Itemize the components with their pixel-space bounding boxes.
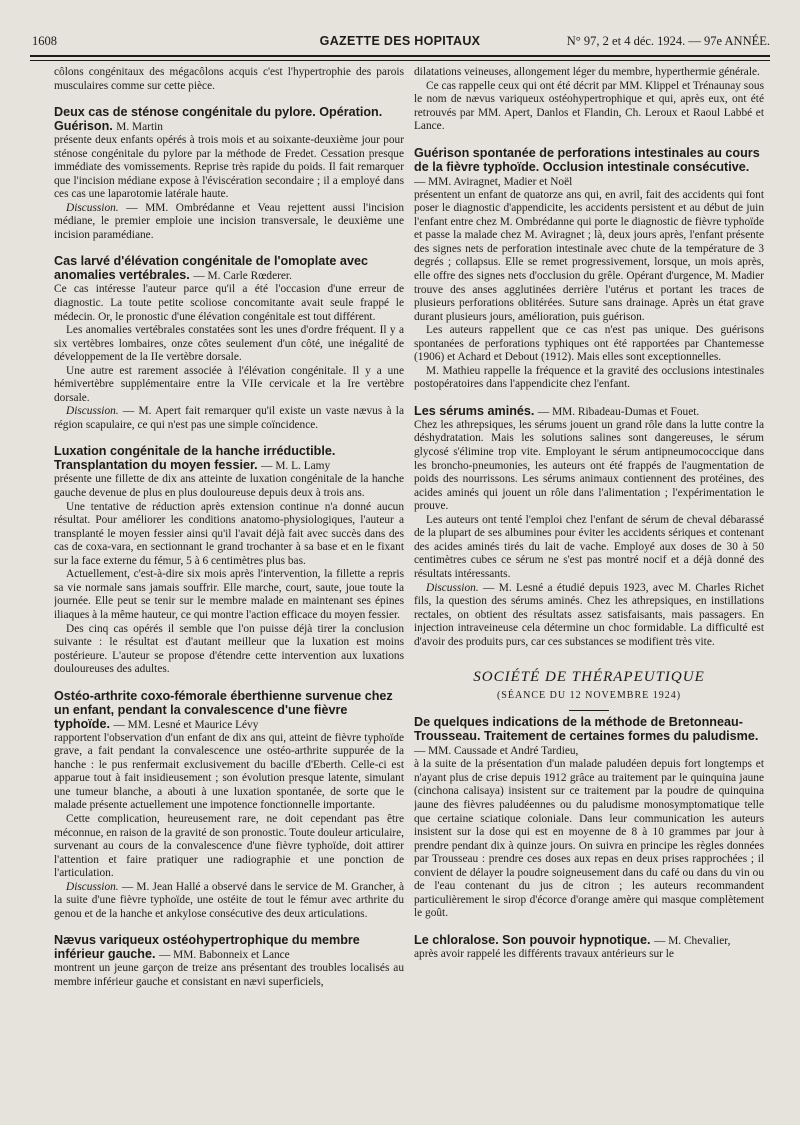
paragraph: présente une fillette de dix ans atteinte de luxation congénitale de la hanche gauche devenue de plus en plus douloureuse depuis deux à trois ans. [54, 473, 404, 500]
article-author: M. Martin [116, 121, 163, 134]
right-column [414, 66, 764, 1118]
discussion-label: Discussion. [426, 581, 479, 594]
paragraph: Une autre est rarement associée à l'élévation congénitale. Il y a une hémivertèbre supplémentaire entre la VIIe cervicale et la Ire vertèbre dorsale. [54, 364, 404, 404]
paragraph: Une tentative de réduction après extension continue n'a donné aucun résultat. Pour améliorer les conditions anatomo-physiologiques, l'auteur a transplanté le moyen fessier ainsi qu'il l'avait déjà fait avec succès dans des cas de coxa-vara, en sectionnant le grand trochanter à sa base et en le fixant sur la face externe du fémur, 5 à 6 centimètres plus bas. [54, 500, 404, 567]
paragraph: Ce cas rappelle ceux qui ont été décrit par MM. Klippel et Trénaunay sous le nom de nævus variqueux ostéohypertrophique et qui, après eux, ont été retrouvés par MM. Apert, Danlos et Flandin, Ch. Leroux et Raoul Labbé et Lance. [414, 79, 764, 133]
page-header [30, 30, 770, 52]
paragraph: montrent un jeune garçon de treize ans présentant des troubles localisés au membre inférieur gauche et consistant en nævi superficiels, [54, 962, 404, 988]
paragraph: présentent un enfant de quatorze ans qui, en avril, fait des accidents qui font poser le diagnostic d'appendicite, les accidents persistent et au début de juin l'enfant entre chez M. Ombrédanne qui porte le diagnostic de fièvre typhoïde et passe la malade chez M. Aviragnet ; là, deux jours après, l'enfant présente des signes nets de perforation intestinale avec chute de la température de 3 degrés ; collapsus. Elle se remet progressivement, lorsque, un mois après, elle offre des signes nets d'occlusion du grêle. Opérant d'urgence, M. Madier trouve des anses agglutinées derrière l'utérus et portant les traces de plusieurs perforations oblitérées. Suture sans drainage. Après un état grave durant plusieurs jours, amélioration, puis guérison. [414, 188, 764, 323]
session-date: (SÉANCE DU 12 NOVEMBRE 1924) [496, 689, 682, 701]
article-title-text: Deux cas de sténose congénitale du pylore. Opération. Guérison. [54, 105, 383, 134]
article-title [54, 933, 404, 962]
article-author: — MM. Babonneix et Lance [158, 949, 290, 962]
paragraph: dilatations veineuses, allongement léger du membre, hyperthermie générale. [414, 66, 760, 78]
paragraph: à la suite de la présentation d'un malade paludéen depuis fort longtemps et n'ayant plus de crise depuis 1912 grâce au traitement par le quinquina jaune (cinchona calisaya) insistent sur ce traitement par la poudre de quinquina jaune des fièvres paludéennes ou du paludisme monosymptomatique telle que certaine sciatique coloniale. Dans leur communication les auteurs insistent sur la dose qui est en moyenne de 8 à 10 grammes par jour à prendre pendant dix à quinze jours. On suivra en principe les règles données par Trousseau : prendre ces doses aux repas en deux prises rapprochées ; il convient de délayer la poudre soigneusement dans du café ou dans du vin ou de l'eau contenant du jus de citron ; les auteurs recommandent particulièrement le sirop d'écorce d'orange amère qui masque complètement le goût. [414, 758, 764, 920]
left-column [54, 66, 404, 1118]
article-author: — MM. Aviragnet, Madier et Noël [414, 175, 573, 188]
section-heading: SOCIÉTÉ DE THÉRAPEUTIQUE [473, 669, 705, 686]
article-author: — MM. Ribadeau-Dumas et Fouet. [537, 405, 700, 418]
paragraph: côlons congénitaux des mégacôlons acquis c'est l'hypertrophie des parois musculaires comme sur cette pièce. [54, 66, 404, 92]
article-title-text: Nævus variqueux ostéohypertrophique du membre inférieur gauche. [54, 933, 360, 962]
article-title [54, 254, 404, 283]
discussion-text: — M. Lesné a étudié depuis 1923, avec M. Charles Richet fils, la question des sérums aminés. Chez les athrepsiques, en instillations rectales, on obtient des résultats assez satisfaisants, mais passagers. En injection intraveineuse cela détermine un choc formidable. La difficulté est d'avoir des produits purs, car ces substances se modifient très vite. [414, 581, 764, 648]
article-title-text: Luxation congénitale de la hanche irréductible. Transplantation du moyen fessier. [54, 444, 336, 473]
article-author: — MM. Lesné et Maurice Lévy [113, 718, 259, 731]
header-rule-thin [30, 60, 770, 61]
header-rule [30, 55, 770, 57]
paragraph: Chez les athrepsiques, les sérums jouent un grand rôle dans la lutte contre la déshydratation. Mais les solutions salines sont dangereuses, le sérum glycosé s'élimine trop vite. Employant le sérum antipneumococcique dans les broncho-pneumonies, les auteurs ont été frappés de l'augmentation de poids des nourrissons. Les sérums animaux contiennent des protéines, des acides aminés qui jouent un rôle dans l'alimentation ; l'expérimentation le prouve. [414, 418, 764, 513]
article-title [414, 715, 764, 758]
discussion-text: — MM. Ombrédanne et Veau rejettent aussi l'incision médiane, le premier emploie une incision transversale, le deuxième une incision paramédiane. [54, 201, 404, 241]
paragraph: Actuellement, c'est-à-dire six mois après l'intervention, la fillette a repris sa vie normale sans jamais souffrir. Elle marche, court, saute, joue toute la journée. Elle peut se tenir sur le membre malade en maintenant ses épines iliaques à la même hauteur, ce qui montre l'action efficace du moyen fessier. [54, 568, 404, 621]
article-title [54, 689, 404, 732]
journal-title: GAZETTE DES HOPITAUX [319, 34, 481, 48]
discussion-text: — M. Apert fait remarquer qu'il existe un vaste nævus à la région scapulaire, ce qui n'est pas une simple coïncidence. [54, 405, 404, 431]
paragraph: Ce cas intéresse l'auteur parce qu'il a été l'occasion d'une erreur de diagnostic. La toute petite scoliose concomitante avait seule frappé le médecin. Or, le pronostic d'une élévation congénitale est tout différent. [54, 283, 404, 323]
article-author: — MM. Caussade et André Tardieu, [414, 745, 579, 758]
article-author: — M. Chevalier, [654, 934, 731, 947]
article-title [414, 933, 764, 948]
article-author: — M. Carle Rœderer. [193, 270, 292, 283]
paragraph: Les auteurs rappellent que ce cas n'est pas unique. Des guérisons spontanées de perforations typhiques ont été rapportées par Chantemesse (1906) et Achard et Debout (1912). Mais elles sont exceptionnelles. [414, 324, 764, 364]
paragraph: après avoir rappelé les différents travaux antérieurs sur le [414, 947, 674, 960]
discussion-label: Discussion. [66, 201, 119, 214]
article-title [54, 444, 404, 473]
article-title [414, 146, 764, 189]
page-number: 1608 [32, 34, 57, 48]
discussion-label: Discussion. [66, 405, 119, 418]
article-author: — M. L. Lamy [261, 460, 331, 473]
article-title [54, 105, 404, 134]
discussion-text: — M. Jean Hallé a observé dans le service de M. Grancher, à la suite d'une fièvre typhoïde, une ostéite de tout le fémur avec arthrite du genou et de la hanche et ankylose consécutive des deux articulations. [54, 880, 404, 920]
divider [569, 710, 609, 711]
paragraph: rapportent l'observation d'un enfant de dix ans qui, atteint de fièvre typhoïde grave, a fait pendant la convalescence une ostéo-arthrite suppurée de la hanche : le pus renfermait exclusivement du bacille d'Eberth. Celle-ci est apparue tout à fait insidieusement ; son évolution presque latente, simulant une tumeur blanche, a abouti à une luxation spontanée, de sorte que le malade présente actuellement une impotence fonctionnelle importante. [54, 731, 404, 812]
paragraph: présente deux enfants opérés à trois mois et au soixante-deuxième jour pour sténose congénitale du pylore par la méthode de Fredet. Cessation presque immédiate des vomissements. Reprise très rapide du poids. Il fait remarquer que l'incision médiane expose à l'éviscération secondaire ; il a employé dans ces cas une laparotomie latérale haute. [54, 134, 404, 201]
issue-info: N° 97, 2 et 4 déc. 1924. — 97e ANNÉE. [566, 34, 770, 48]
paragraph: Les anomalies vertébrales constatées sont les unes d'ordre fréquent. Il y a six vertèbres lombaires, onze côtes seulement d'un côté, une inégalité de développement de la IIe vertèbre dorsale. [54, 324, 404, 364]
article-title-text: Ostéo-arthrite coxo-fémorale éberthienne survenue chez un enfant, pendant la convalescence d'une fièvre typhoïde. [54, 688, 393, 731]
paragraph: Cette complication, heureusement rare, ne doit cependant pas être méconnue, en raison de la gravité de son pronostic. Toute douleur articulaire, survenant au cours de la convalescence d'une fièvre typhoïde, doit attirer l'attention et faire pratiquer une radiographie et une ponction de l'articulation. [54, 812, 404, 880]
article-title-text: Le chloralose. Son pouvoir hypnotique. [414, 932, 651, 947]
paragraph: M. Mathieu rappelle la fréquence et la gravité des occlusions intestinales postopératoires dans l'appendicite chez l'enfant. [414, 364, 764, 391]
article-title-text: De quelques indications de la méthode de Bretonneau-Trousseau. Traitement de certaines formes du paludisme. [414, 715, 759, 744]
paragraph: Les auteurs ont tenté l'emploi chez l'enfant de sérum de cheval débarassé de la plupart de ses albumines pour éviter les accidents sériques et contenant des acides aminés tirés du lait de vache. Employé aux doses de 30 à 50 centimètres cubes ce sérum ne s'est pas montré nocif et a déjà donné des résultats intéressants. [414, 513, 764, 580]
article-title-text: Les sérums aminés. [414, 403, 535, 418]
article-title [414, 404, 764, 419]
paragraph: Des cinq cas opérés il semble que l'on puisse déjà tirer la conclusion suivante : le résultat est d'autant meilleur que la luxation est moins postérieure. L'auteur se propose d'étendre cette intervention aux luxations douloureuses des adultes. [54, 622, 404, 676]
article-title-text: Cas larvé d'élévation congénitale de l'omoplate avec anomalies vertébrales. [54, 254, 368, 283]
discussion-label: Discussion. [66, 880, 119, 893]
article-title-text: Guérison spontanée de perforations intestinales au cours de la fièvre typhoïde. Occlusion intestinale consécutive. [414, 145, 760, 174]
